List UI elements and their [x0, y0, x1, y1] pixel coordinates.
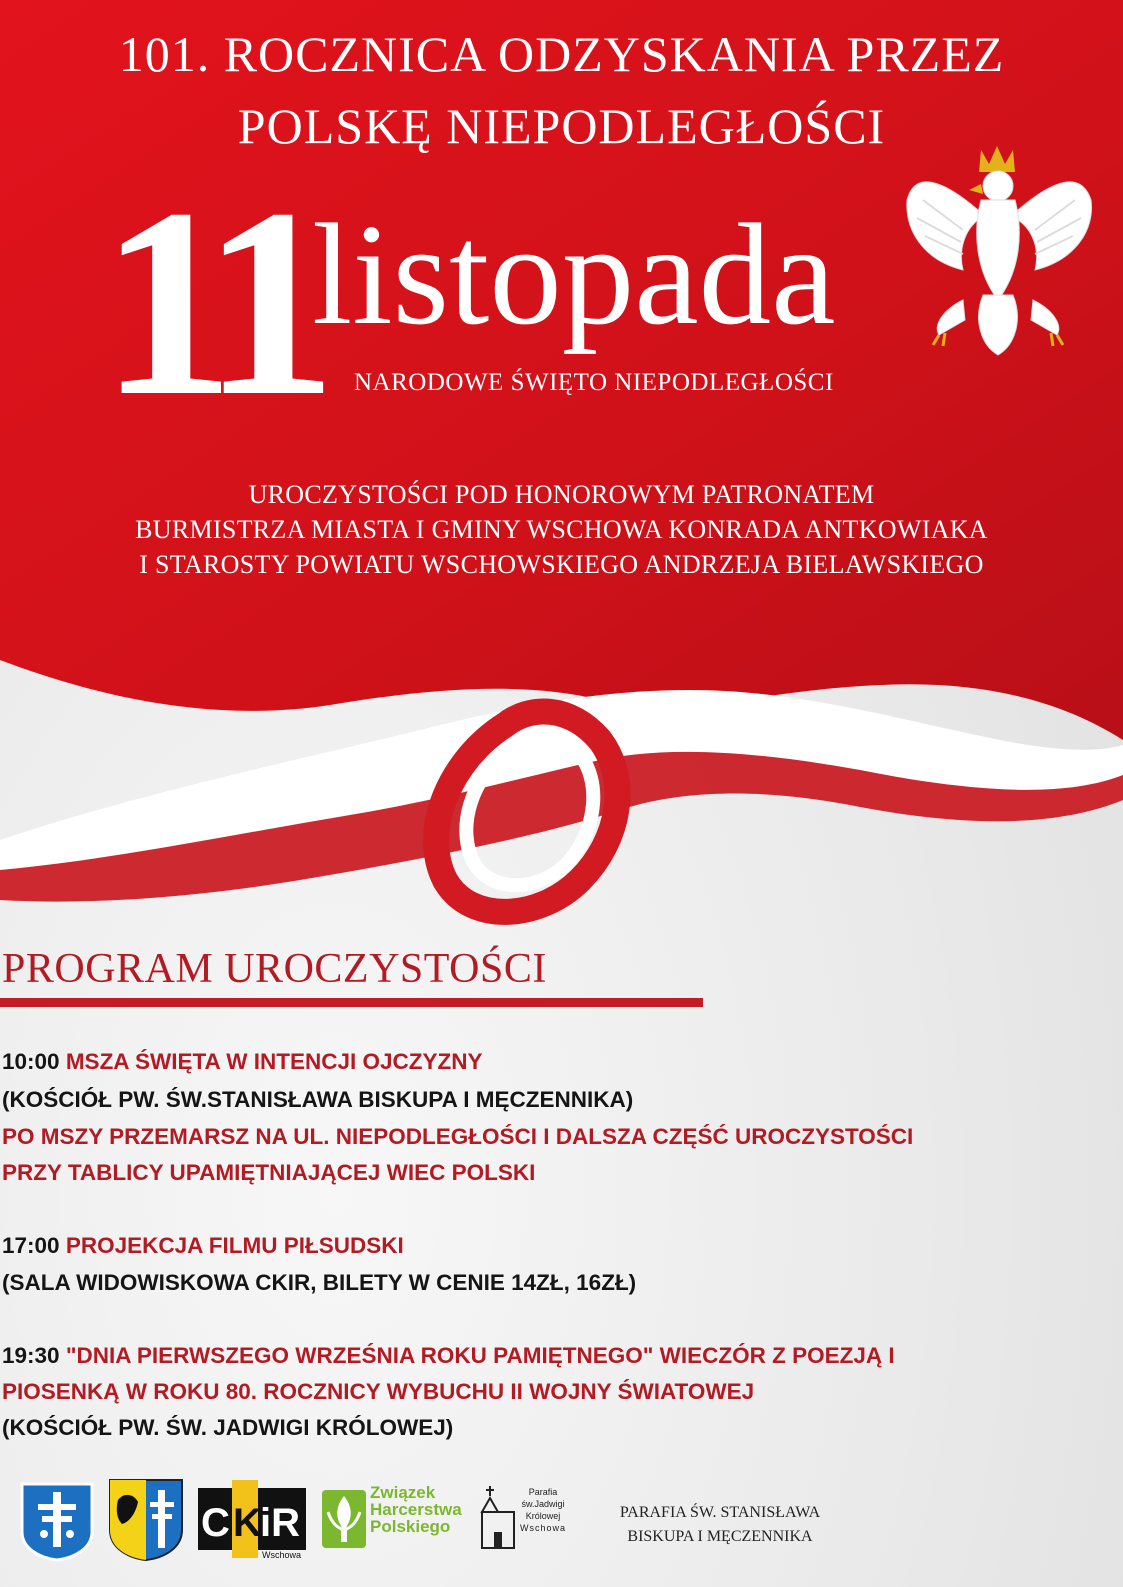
footer-parish-line-2: BISKUPA I MĘCZENNIKA: [627, 1528, 813, 1545]
zhp-lily-icon: [322, 1490, 366, 1548]
zhp-line-1: Związek: [370, 1483, 436, 1502]
event-3-place: (KOŚCIÓŁ PW. ŚW. JADWIGI KRÓLOWEJ): [2, 1415, 454, 1440]
event-1-place: (KOŚCIÓŁ PW. ŚW.STANISŁAWA BISKUPA I MĘCZENNIKA): [2, 1087, 634, 1112]
powiat-wschowski-coat-of-arms-icon: [108, 1478, 184, 1562]
zhp-line-3: Polskiego: [370, 1517, 451, 1536]
patronage-line-2: BURMISTRZA MIASTA I GMINY WSCHOWA KONRADA ANTKOWIAKA: [135, 515, 988, 544]
holiday-name: NARODOWE ŚWIĘTO NIEPODLEGŁOŚCI: [354, 369, 834, 396]
ckir-letter-k: K: [233, 1501, 262, 1545]
month-name: listopada: [312, 195, 836, 355]
program-heading: PROGRAM UROCZYSTOŚCI: [2, 946, 547, 992]
parish-line-3: Królowej: [525, 1511, 561, 1521]
parish-jadwiga-logo: [478, 1484, 584, 1556]
patronage-line-1: UROCZYSTOŚCI POD HONOROWYM PATRONATEM: [248, 480, 875, 509]
parish-line-2: św.Jadwigi: [521, 1499, 565, 1509]
parish-line-4: Wschowa: [519, 1523, 566, 1533]
parish-line-1: Parafia: [528, 1487, 558, 1497]
title-line-1: 101. ROCZNICA ODZYSKANIA PRZEZ: [118, 26, 1005, 82]
event-1-time: 10:00: [2, 1049, 60, 1074]
ckir-wschowa-logo: [198, 1478, 306, 1560]
title-line-2: POLSKĘ NIEPODLEGŁOŚCI: [237, 98, 886, 154]
program-heading-underline: [0, 998, 703, 1007]
event-3-headline: [2, 1343, 895, 1369]
ckir-letters-ir: iR: [260, 1501, 300, 1545]
footer-parish-line-1: PARAFIA ŚW. STANISŁAWA: [619, 1504, 821, 1521]
event-3-title-cont: PIOSENKĄ W ROKU 80. ROCZNICY WYBUCHU II WOJNY ŚWIATOWEJ: [2, 1379, 755, 1404]
ckir-letter-c: C: [201, 1501, 230, 1545]
event-1-extra-2: PRZY TABLICY UPAMIĘTNIAJĄCEJ WIEC POLSKI: [2, 1160, 536, 1185]
day-number: 11: [100, 153, 320, 452]
event-1-extra-1: PO MSZY PRZEMARSZ NA UL. NIEPODLEGŁOŚCI I DALSZA CZĘŚĆ UROCZYSTOŚCI: [2, 1124, 914, 1149]
white-eagle-emblem: [903, 140, 1103, 370]
event-2-place: (SALA WIDOWISKOWA CKIR, BILETY W CENIE 14ZŁ, 16ZŁ): [2, 1270, 637, 1295]
event-1-title: MSZA ŚWIĘTA W INTENCJI OJCZYZNY: [65, 1049, 483, 1074]
event-3-title: "DNIA PIERWSZEGO WRZEŚNIA ROKU PAMIĘTNEGO" WIECZÓR Z POEZJĄ I: [65, 1343, 895, 1368]
patronage-line-3: I STAROSTY POWIATU WSCHOWSKIEGO ANDRZEJA BIELAWSKIEGO: [139, 550, 984, 579]
event-1-headline: [2, 1049, 482, 1075]
wschowa-coat-of-arms-icon: [20, 1482, 94, 1562]
zhp-logo: [322, 1480, 462, 1564]
event-2-headline: [2, 1233, 404, 1259]
event-2-title: PROJEKCJA FILMU PIŁSUDSKI: [65, 1233, 404, 1258]
event-3-time: 19:30: [2, 1343, 60, 1368]
ckir-subtext: Wschowa: [262, 1550, 302, 1560]
zhp-line-2: Harcerstwa: [370, 1500, 462, 1519]
event-2-time: 17:00: [2, 1233, 60, 1258]
